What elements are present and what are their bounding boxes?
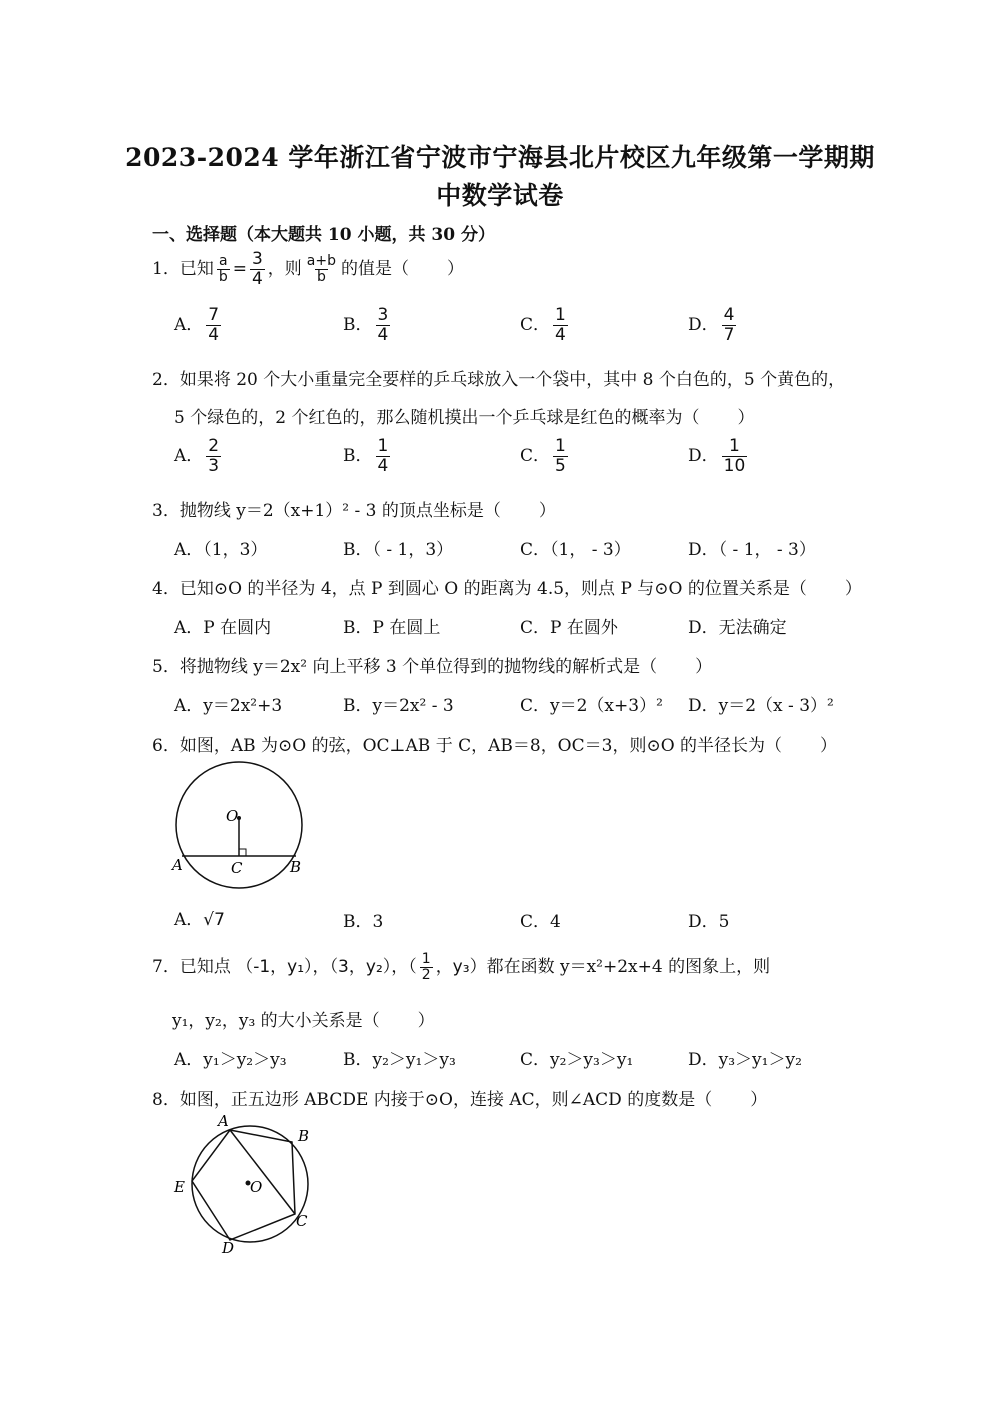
question-number: 5． — [152, 657, 180, 677]
exam-title-line1: 2023-2024 学年浙江省宁波市宁海县北片校区九年级第一学期期 — [125, 143, 875, 172]
question-4: 4．已知⊙O 的半径为 4，点 P 到圆心 O 的距离为 4.5，则点 P 与⊙O 的位置关系是（ ） — [152, 579, 862, 599]
q7-option-a[interactable]: A．y₁＞y₂＞y₃ — [174, 1050, 287, 1070]
point-2: （3，y₂）， — [329, 957, 409, 977]
question-number: 2． — [152, 370, 180, 390]
question-text: 如图，AB 为⊙O 的弦，OC⊥AB 于 C，AB＝8，OC＝3，则⊙O 的半径长为（ — [179, 736, 783, 756]
question-3: 3．抛物线 y＝2（x+1）² - 3 的顶点坐标是（ ） — [152, 501, 556, 521]
fraction-apb-over-b: $\frac{a+b}{b}$ — [306, 253, 336, 285]
label-b: B — [298, 1127, 310, 1145]
exam-title-line2: 中数学试卷 — [436, 181, 564, 210]
question-number: 8． — [152, 1090, 180, 1110]
q8-figure — [168, 1110, 318, 1260]
label-b: B — [290, 858, 302, 876]
q2-option-b[interactable]: B． $\frac{1}{4}$ — [343, 436, 389, 476]
q3-option-b[interactable]: B．（ - 1，3） — [343, 540, 454, 560]
q7-option-c[interactable]: C．y₂＞y₃＞y₁ — [520, 1050, 634, 1070]
label-o: O — [226, 807, 239, 825]
point-1: （-1，y₁）， — [236, 957, 330, 977]
question-number: 1． — [152, 259, 180, 279]
question-text: 如图，正五边形 ABCDE 内接于⊙O，连接 AC，则∠ACD 的度数是（ — [179, 1090, 713, 1110]
right-angle-mark — [239, 849, 246, 856]
q2-option-a[interactable]: A． $\frac{2}{3}$ — [174, 436, 220, 476]
label-d: D — [222, 1239, 235, 1257]
question-text: 抛物线 y＝2（x+1）² - 3 的顶点坐标是（ — [179, 501, 501, 521]
label-c: C — [296, 1212, 308, 1230]
q3-option-c[interactable]: C．（1， - 3） — [520, 540, 631, 560]
question-6: 6．如图，AB 为⊙O 的弦，OC⊥AB 于 C，AB＝8，OC＝3，则⊙O 的半径长为（ ） — [152, 736, 838, 756]
question-1: 1．已知 $\frac{a}{b}$ = $\frac{3}{4}$ ，则 $\frac{a+b}{b}$ 的值是（ ） — [152, 249, 464, 289]
q5-option-b[interactable]: B．y＝2x² - 3 — [343, 696, 454, 716]
q4-option-d[interactable]: D．无法确定 — [688, 618, 787, 638]
q6-option-d[interactable]: D．5 — [688, 912, 730, 932]
label-a: A — [218, 1112, 229, 1130]
q6-option-b[interactable]: B．3 — [343, 912, 384, 932]
question-2-line2: 5 个绿色的，2 个红色的，那么随机摸出一个乒乓球是红色的概率为（ ） — [174, 408, 755, 428]
q1-option-c[interactable]: C． $\frac{1}{4}$ — [520, 305, 566, 345]
section-heading: 一、选择题（本大题共 10 小题，共 30 分） — [152, 225, 495, 245]
q4-option-a[interactable]: A．P 在圆内 — [174, 618, 272, 638]
q2-option-c[interactable]: C． $\frac{1}{5}$ — [520, 436, 566, 476]
fraction-1-over-2: $\frac{1}{2}$ — [421, 951, 431, 983]
question-number: 7． — [152, 957, 180, 977]
q3-option-a[interactable]: A．（1，3） — [174, 540, 268, 560]
segment-ac — [230, 1130, 295, 1214]
q6-figure — [168, 760, 313, 890]
q2-option-d[interactable]: D． $\frac{1}{10}$ — [688, 436, 746, 476]
q5-option-a[interactable]: A．y＝2x²+3 — [174, 696, 283, 716]
q1-option-a[interactable]: A． $\frac{7}{4}$ — [174, 305, 220, 345]
q5-option-c[interactable]: C．y＝2（x+3）² — [520, 696, 663, 716]
question-7: 7．已知点 （-1，y₁），（3，y₂），（ $\frac{1}{2}$ ，y₃）都在函数 y＝x²+2x+4 的图象上，则 — [152, 951, 771, 983]
question-text: 已知⊙O 的半径为 4，点 P 到圆心 O 的距离为 4.5，则点 P 与⊙O 的位置关系是（ — [179, 579, 807, 599]
q4-option-b[interactable]: B．P 在圆上 — [343, 618, 441, 638]
question-number: 4． — [152, 579, 180, 599]
label-c: C — [231, 859, 243, 877]
q3-option-d[interactable]: D．（ - 1， - 3） — [688, 540, 816, 560]
label-e: E — [174, 1178, 185, 1196]
q7-option-d[interactable]: D．y₃＞y₁＞y₂ — [688, 1050, 802, 1070]
question-7-line2: y₁，y₂，y₃ 的大小关系是（ ） — [172, 1011, 435, 1031]
q6-option-c[interactable]: C．4 — [520, 912, 561, 932]
q1-option-d[interactable]: D． $\frac{4}{7}$ — [688, 305, 735, 345]
q4-option-c[interactable]: C．P 在圆外 — [520, 618, 618, 638]
q1-option-b[interactable]: B． $\frac{3}{4}$ — [343, 305, 389, 345]
label-o: O — [250, 1178, 263, 1196]
label-a: A — [172, 856, 183, 874]
question-text: 已知 — [179, 259, 214, 279]
question-8: 8．如图，正五边形 ABCDE 内接于⊙O，连接 AC，则∠ACD 的度数是（ ） — [152, 1090, 768, 1110]
question-text: 如果将 20 个大小重量完全要样的乒乓球放入一个袋中，其中 8 个白色的，5 个黄色的， — [179, 370, 846, 390]
question-2 — [152, 365, 845, 390]
question-number: 3． — [152, 501, 180, 521]
q6-option-a[interactable]: A．√7 — [174, 910, 225, 930]
q5-option-d[interactable]: D．y＝2（x - 3）² — [688, 696, 834, 716]
question-5: 5．将抛物线 y＝2x² 向上平移 3 个单位得到的抛物线的解析式是（ ） — [152, 657, 713, 677]
question-text: 将抛物线 y＝2x² 向上平移 3 个单位得到的抛物线的解析式是（ — [179, 657, 658, 677]
question-number: 6． — [152, 736, 180, 756]
fraction-a-over-b: $\frac{a}{b}$ — [218, 253, 228, 285]
q7-option-b[interactable]: B．y₂＞y₁＞y₃ — [343, 1050, 456, 1070]
fraction-3-over-4: $\frac{3}{4}$ — [251, 249, 263, 289]
